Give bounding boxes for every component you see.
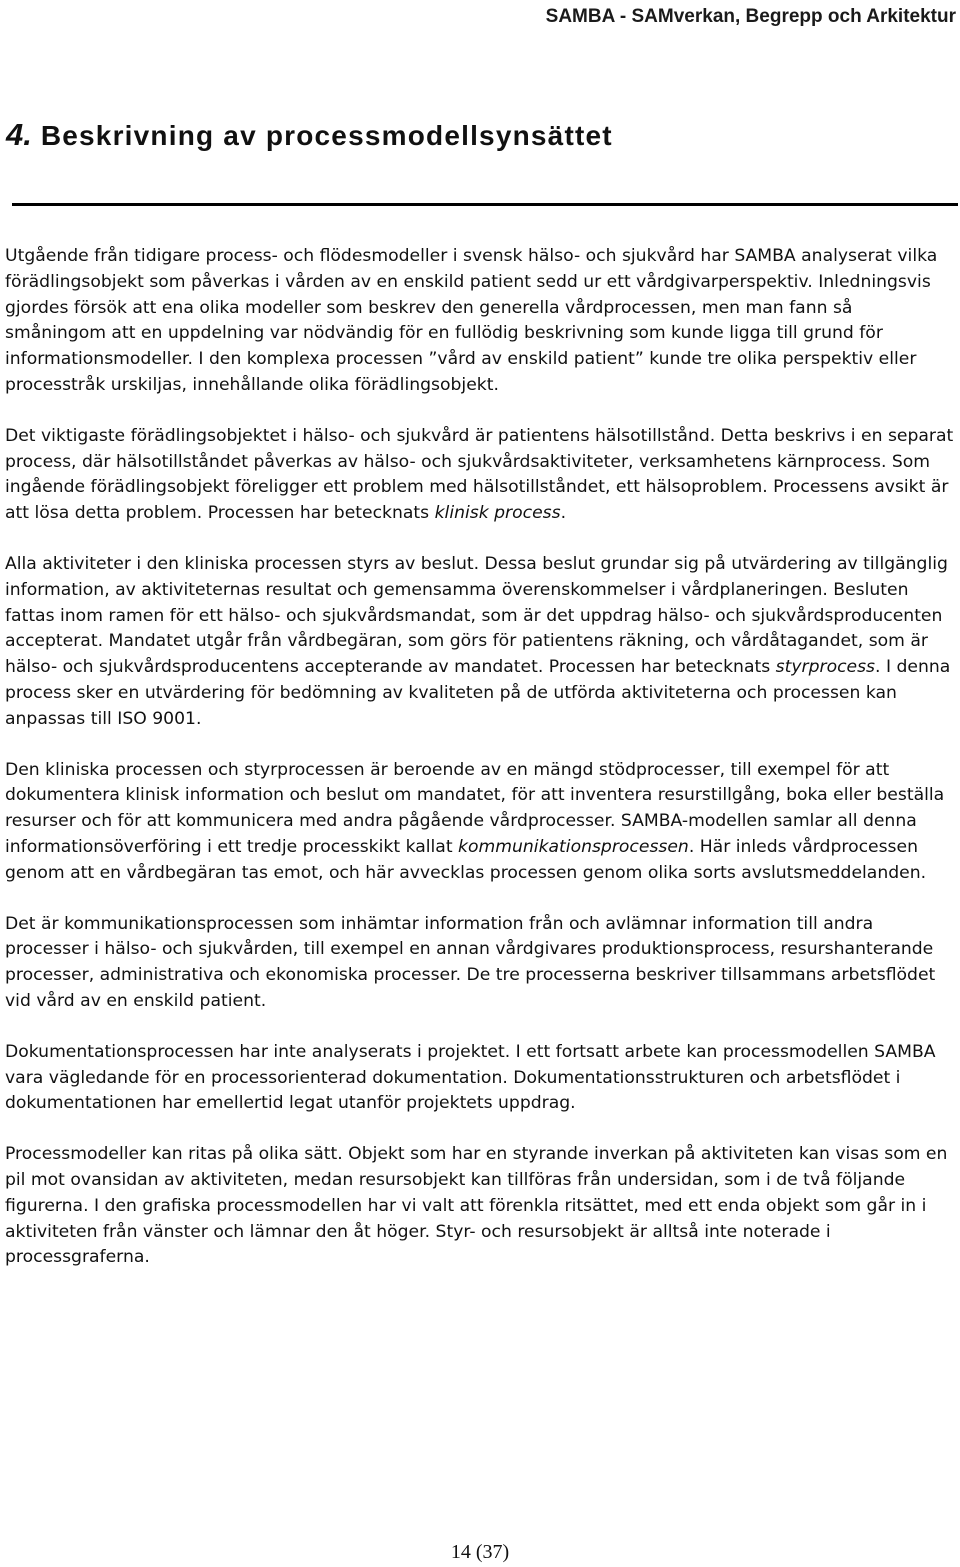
chapter-heading bbox=[6, 117, 613, 153]
body-text bbox=[5, 244, 955, 1296]
paragraph-text: Den kliniska processen och styrprocessen är beroende av en mängd stödprocesser, till exempel för att dokumentera klinisk information och beslut om mandatet, för att inventera resurstillgång, boka eller beställa resurser och för att kommunicera med andra pågående vårdprocesser. SAMBA-modellen samlar all denna informationsöverföring i ett tredje processkikt kallat bbox=[5, 759, 945, 857]
paragraph-text: Utgående från tidigare process- och flödesmodeller i svensk hälso- och sjukvård har SAMBA analyserat vilka förädlingsobjekt som påverkas i vården av en enskild patient sedd ur ett vårdgivarperspektiv. Inledningsvis gjordes försök att ena olika modeller som beskrev den generella vårdprocessen, men man fann så småningom att en uppdelning var nödvändig för en fullödig beskrivning som kunde ligga till grund för informationsmodeller. I den komplexa processen ”vård av enskild patient” kunde tre olika perspektiv eller processtråk urskiljas, innehållande olika förädlingsobjekt. bbox=[5, 246, 938, 395]
paragraph-clinical-process bbox=[5, 424, 955, 527]
paragraph-control-process bbox=[5, 552, 955, 733]
paragraph-text: . I denna process sker en utvärdering för bedömning av kvaliteten på de utförda aktiviteterna och processen kan anpassas till ISO 9001. bbox=[5, 657, 951, 729]
paragraph-text: Alla aktiviteter i den kliniska processen styrs av beslut. Dessa beslut grundar sig på utvärdering av tillgänglig information, av aktiviteternas resultat och gemensamma överenskommelser i vårdplaneringen. Besluten fattas inom ramen för ett hälso- och sjukvårdsmandat, som är det uppdrag hälso- och sjukvårdsproducenten accepterat. Mandatet utgår från vårdbegäran, som görs för patientens räkning, och vårdåtagandet, som är hälso- och sjukvårdsproducentens accepterande av mandatet. Processen har betecknats bbox=[5, 553, 948, 678]
paragraph-intro bbox=[5, 244, 955, 399]
page-number: 14 (37) bbox=[450, 1541, 510, 1563]
paragraph-text: Dokumentationsprocessen har inte analyserats i projektet. I ett fortsatt arbete kan processmodellen SAMBA vara vägledande för en processorienterad dokumentation. Dokumentationsstrukturen och arbetsflödet i dokumentationen har emellertid legat utanför projektets uppdrag. bbox=[5, 1041, 936, 1114]
chapter-number: 4. bbox=[6, 117, 32, 152]
paragraph-text: . bbox=[560, 503, 567, 524]
paragraph-communication bbox=[5, 912, 955, 1015]
paragraph-text: Det är kommunikationsprocessen som inhämtar information från och avlämnar information till andra processer i hälso- och sjukvården, till exempel en annan vårdgivares produktionsprocess, resurshanterande processer, administrativa och ekonomiska processer. De tre processerna beskriver tillsammans arbetsflödet vid vård av en enskild patient. bbox=[5, 913, 936, 1011]
paragraph-text: Det viktigaste förädlingsobjektet i hälso- och sjukvård är patientens hälsotillstånd. Detta beskrivs i en separat process, där hälsotillståndet påverkas av hälso- och sjukvårdsaktiviteter, verksamhetens kärnprocess. Som ingående förädlingsobjekt föreligger ett problem med hälsotillståndet, ett hälsoproblem. Processens avsikt är att lösa detta problem. Processen har betecknats bbox=[5, 425, 954, 524]
paragraph-documentation bbox=[5, 1040, 955, 1117]
paragraph-text: Processmodeller kan ritas på olika sätt. Objekt som har en styrande inverkan på aktiviteten kan visas som en pil mot ovansidan av aktiviteten, medan resursobjekt kan tillföras från undersidan, som i de två följande figurerna. I den grafiska processmodellen har vi valt att förenkla ritsättet, med ett enda objekt som går in i aktiviteten från vänster och lämnar den åt höger. Styr- och resursobjekt är alltså inte noterade i processgraferna. bbox=[5, 1144, 948, 1268]
paragraph-support-processes bbox=[5, 758, 955, 887]
paragraph-text: . Här inleds vårdprocessen genom att en vårdbegäran tas emot, och här avvecklas processen genom olika sorts avslutsmeddelanden. bbox=[5, 836, 927, 883]
term-clinical-process: klinisk process bbox=[434, 503, 561, 524]
term-control-process: styrprocess bbox=[775, 657, 876, 678]
term-communication-process: kommunikationsprocessen bbox=[458, 836, 689, 857]
heading-divider bbox=[12, 203, 958, 206]
chapter-title: Beskrivning av processmodellsynsättet bbox=[40, 120, 613, 151]
paragraph-model-notation bbox=[5, 1142, 955, 1271]
running-header: SAMBA - SAMverkan, Begrepp och Arkitektur bbox=[545, 6, 956, 27]
